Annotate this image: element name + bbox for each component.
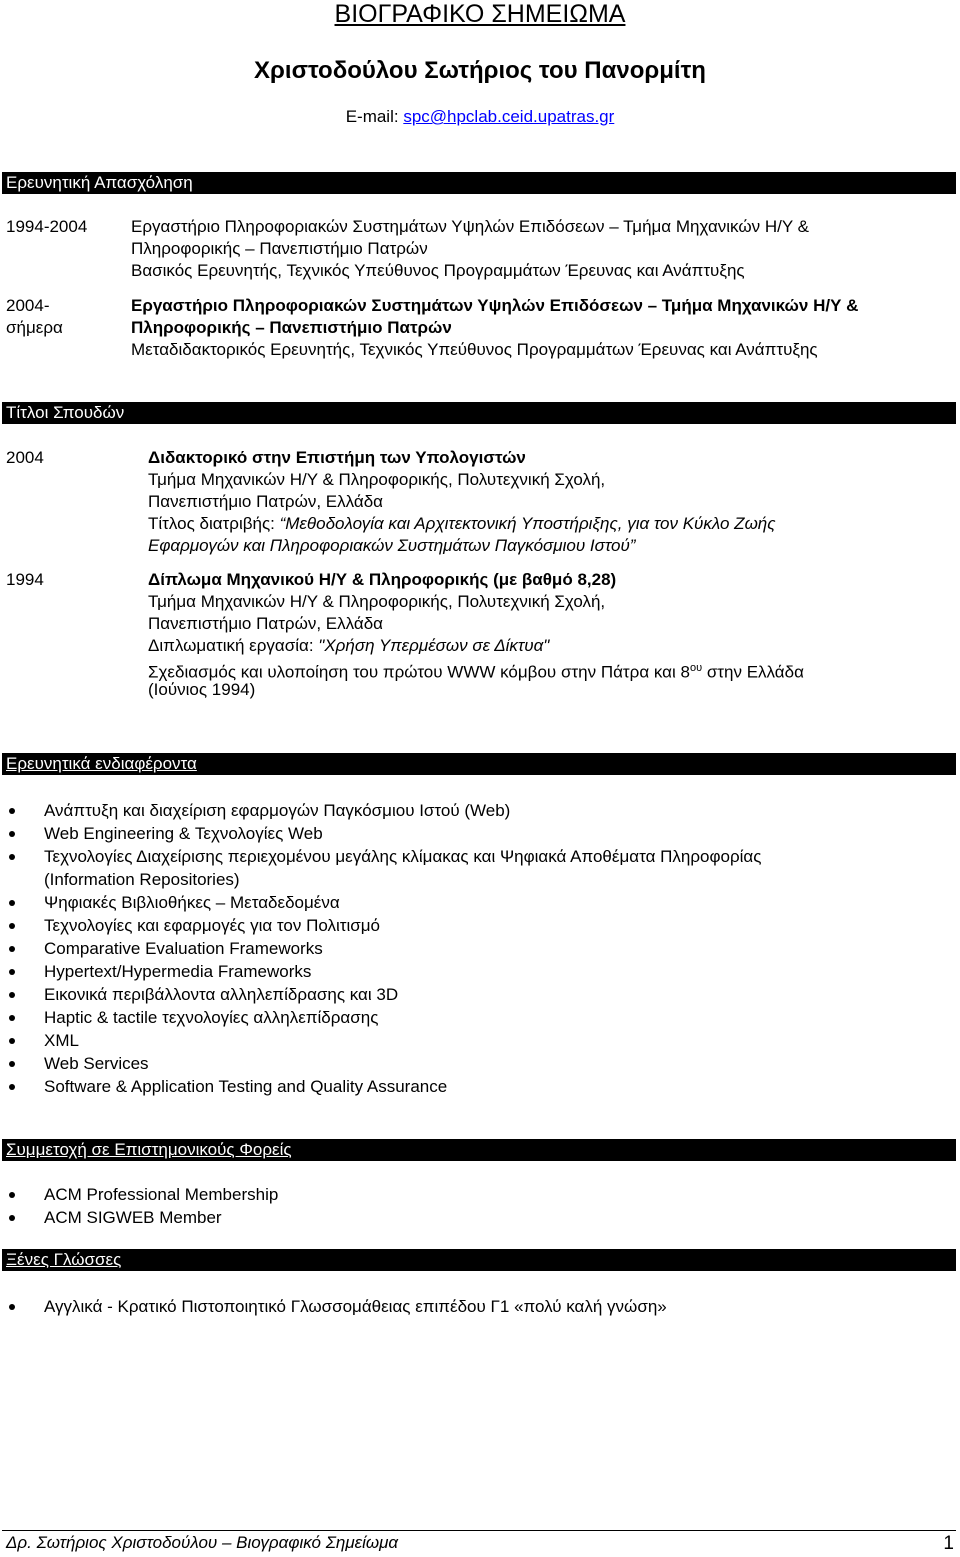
degree-university: Πανεπιστήμιο Πατρών, Ελλάδα bbox=[148, 614, 384, 633]
list-item-text: Τεχνολογίες και εφαρμογές για τον Πολιτισμό bbox=[44, 916, 380, 935]
list-item bbox=[0, 914, 761, 937]
list-item-text: Hypertext/Hypermedia Frameworks bbox=[44, 962, 312, 981]
degree-year: 2004 bbox=[6, 448, 44, 467]
bullet-icon bbox=[9, 900, 15, 906]
list-item bbox=[0, 983, 761, 1006]
list-item-text: Haptic & tactile τεχνολογίες αλληλεπίδρασης bbox=[44, 1008, 379, 1027]
section-heading-label: Ξένες Γλώσσες bbox=[6, 1250, 122, 1269]
employment-period: σήμερα bbox=[6, 318, 63, 337]
bullet-icon bbox=[9, 946, 15, 952]
employment-org: Εργαστήριο Πληροφοριακών Συστημάτων Υψηλών Επιδόσεων – Τμήμα Μηχανικών Η/Υ & bbox=[131, 217, 809, 236]
list-item-text: XML bbox=[44, 1031, 79, 1050]
bullet-icon bbox=[9, 923, 15, 929]
list-item-text: ACM Professional Membership bbox=[44, 1185, 279, 1204]
list-item bbox=[0, 1295, 667, 1318]
list-item-continuation bbox=[0, 868, 761, 891]
section-heading-education bbox=[2, 402, 956, 424]
degree-department: Τμήμα Μηχανικών Η/Υ & Πληροφορικής, Πολυτεχνική Σχολή, bbox=[148, 470, 606, 489]
thesis-label: Διπλωματική εργασία: bbox=[148, 636, 319, 655]
bullet-icon bbox=[9, 808, 15, 814]
thesis-line bbox=[148, 513, 776, 535]
bullet-icon bbox=[9, 1038, 15, 1044]
employment-org: Πληροφορικής – Πανεπιστήμιο Πατρών bbox=[131, 318, 452, 337]
degree-year: 1994 bbox=[6, 570, 44, 589]
employment-period: 1994-2004 bbox=[6, 217, 88, 236]
list-item-text: Web Engineering & Τεχνολογίες Web bbox=[44, 824, 323, 843]
note-text: στην Ελλάδα bbox=[702, 662, 804, 682]
thesis-title-continued: Εφαρμογών και Πληροφοριακών Συστημάτων Παγκόσμιου Ιστού” bbox=[148, 536, 636, 555]
diploma-note-date: (Ιούνιος 1994) bbox=[148, 680, 256, 699]
list-item bbox=[0, 937, 761, 960]
list-item bbox=[0, 1052, 761, 1075]
section-heading-interests bbox=[2, 753, 956, 775]
list-item bbox=[0, 822, 761, 845]
ordinal-superscript: ου bbox=[689, 662, 703, 674]
diploma-thesis-line bbox=[148, 635, 549, 657]
note-text: Σχεδιασμός και υλοποίηση του πρώτου WWW κόμβου στην Πάτρα και 8 bbox=[148, 662, 690, 682]
bullet-icon bbox=[9, 969, 15, 975]
list-item bbox=[0, 845, 761, 868]
email-link[interactable]: spc@hpclab.ceid.upatras.gr bbox=[403, 107, 615, 126]
list-item bbox=[0, 1006, 761, 1029]
email-line bbox=[0, 107, 960, 127]
interests-list bbox=[0, 799, 761, 1098]
list-item-text: Αγγλικά - Κρατικό Πιστοποιητικό Γλωσσομάθειας επιπέδου Γ1 «πολύ καλή γνώση» bbox=[44, 1297, 667, 1316]
employment-org: Εργαστήριο Πληροφοριακών Συστημάτων Υψηλών Επιδόσεων – Τμήμα Μηχανικών Η/Υ & bbox=[131, 296, 859, 315]
list-item bbox=[0, 1029, 761, 1052]
list-item-text: (Information Repositories) bbox=[44, 870, 240, 889]
list-item bbox=[0, 891, 761, 914]
list-item-text: ACM SIGWEB Member bbox=[44, 1208, 222, 1227]
list-item-text: Εικονικά περιβάλλοντα αλληλεπίδρασης και 3D bbox=[44, 985, 399, 1004]
bullet-icon bbox=[9, 1061, 15, 1067]
bullet-icon bbox=[9, 992, 15, 998]
section-heading-label: Ερευνητικά ενδιαφέροντα bbox=[6, 754, 197, 773]
list-item bbox=[0, 960, 761, 983]
list-item-text: Comparative Evaluation Frameworks bbox=[44, 939, 323, 958]
list-item bbox=[0, 799, 761, 822]
footer-divider bbox=[2, 1530, 956, 1531]
thesis-title: “Μεθοδολογία και Αρχιτεκτονική Υποστήριξης, για τον Κύκλο Ζωής bbox=[279, 514, 776, 533]
email-label: E-mail: bbox=[345, 107, 404, 126]
degree-department: Τμήμα Μηχανικών Η/Υ & Πληροφορικής, Πολυτεχνική Σχολή, bbox=[148, 592, 606, 611]
employment-role: Βασικός Ερευνητής, Τεχνικός Υπεύθυνος Προγραμμάτων Έρευνας και Ανάπτυξης bbox=[131, 261, 745, 280]
list-item-text: Ψηφιακές Βιβλιοθήκες – Μεταδεδομένα bbox=[44, 893, 340, 912]
memberships-list bbox=[0, 1183, 278, 1229]
employment-org: Πληροφορικής – Πανεπιστήμιο Πατρών bbox=[131, 239, 428, 258]
degree-title: Δίπλωμα Μηχανικού Η/Υ & Πληροφορικής (με βαθμό 8,28) bbox=[148, 570, 617, 589]
bullet-icon bbox=[9, 1215, 15, 1221]
thesis-label: Τίτλος διατριβής: bbox=[148, 514, 280, 533]
person-name: Χριστοδούλου Σωτήριος του Πανορμίτη bbox=[254, 57, 706, 84]
bullet-icon bbox=[9, 1084, 15, 1090]
bullet-icon bbox=[9, 831, 15, 837]
list-item bbox=[0, 1183, 278, 1206]
bullet-icon bbox=[9, 1015, 15, 1021]
footer-text: Δρ. Σωτήριος Χριστοδούλου – Βιογραφικό Σημείωμα bbox=[6, 1533, 399, 1552]
section-heading-memberships bbox=[2, 1139, 956, 1161]
page-number: 1 bbox=[943, 1533, 954, 1554]
bullet-icon bbox=[9, 1304, 15, 1310]
section-heading-label: Τίτλοι Σπουδών bbox=[6, 403, 125, 422]
thesis-title: "Χρήση Υπερμέσων σε Δίκτυα" bbox=[318, 636, 550, 655]
languages-list bbox=[0, 1295, 667, 1318]
degree-title: Διδακτορικό στην Επιστήμη των Υπολογιστών bbox=[148, 448, 526, 467]
bullet-icon bbox=[9, 1192, 15, 1198]
list-item-text: Software & Application Testing and Quality Assurance bbox=[44, 1077, 448, 1096]
list-item-text: Ανάπτυξη και διαχείριση εφαρμογών Παγκόσμιου Ιστού (Web) bbox=[44, 801, 511, 820]
document-title: ΒΙΟΓΡΑΦΙΚΟ ΣΗΜΕΙΩΜΑ bbox=[334, 0, 626, 28]
list-item bbox=[0, 1206, 278, 1229]
employment-role: Μεταδιδακτορικός Ερευνητής, Τεχνικός Υπεύθυνος Προγραμμάτων Έρευνας και Ανάπτυξης bbox=[131, 340, 818, 359]
list-item bbox=[0, 1075, 761, 1098]
degree-university: Πανεπιστήμιο Πατρών, Ελλάδα bbox=[148, 492, 384, 511]
employment-period: 2004- bbox=[6, 296, 50, 315]
list-item-text: Web Services bbox=[44, 1054, 149, 1073]
section-heading-label: Συμμετοχή σε Επιστημονικούς Φορείς bbox=[6, 1140, 292, 1159]
bullet-icon bbox=[9, 854, 15, 860]
list-item-text: Τεχνολογίες Διαχείρισης περιεχομένου μεγάλης κλίμακας και Ψηφιακά Αποθέματα Πληροφορίας bbox=[44, 847, 762, 866]
section-heading-label: Ερευνητική Απασχόληση bbox=[6, 173, 193, 192]
section-heading-research-employment bbox=[2, 172, 956, 194]
section-heading-languages bbox=[2, 1249, 956, 1271]
